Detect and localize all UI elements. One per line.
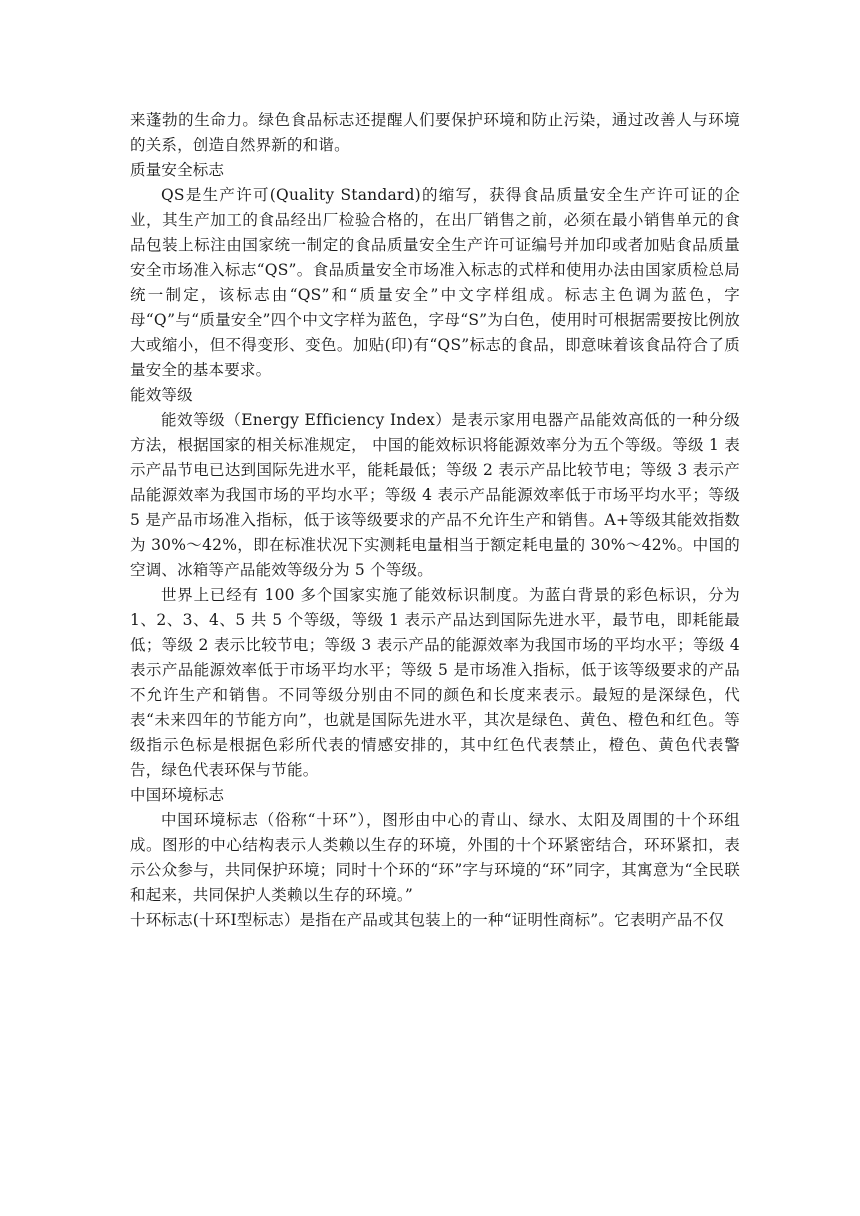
heading-china-environment-mark: 中国环境标志 [130, 786, 225, 804]
paragraph-energy-efficiency: 能效等级（Energy Efficiency Index）是表示家用电器产品能效高低的一种分级方法，根据国家的相关标准规定， 中国的能效标识将能源效率分为五个等级。等级 1 表示产品节电已达到国际先进水平，能耗最低；等级 2 表示产品比较节电；等级 3 表示产品能源效率为我国市场的平均水平；等级 4 表示产品能源效率低于市场平均水平；等级 5 是产品市场准入指标，低于该等级要求的产品不允许生产和销售。A+等级其能效指数为 30%～42%，即在标准状况下实测耗电量相当于额定耗电量的 30%～42%。中国的空调、冰箱等产品能效等级分为 5 个等级。 [130, 411, 740, 579]
heading-energy-efficiency: 能效等级 [130, 386, 193, 404]
heading-qs-mark: 质量安全标志 [130, 161, 225, 179]
paragraph-china-environment-mark: 中国环境标志（俗称“十环”），图形由中心的青山、绿水、太阳及周围的十个环组成。图形的中心结构表示人类赖以生存的环境，外围的十个环紧密结合，环环紧扣，表示公众参与，共同保护环境；同时十个环的“环”字与环境的“环”同字，其寓意为“全民联和起来，共同保护人类赖以生存的环境。” [130, 811, 740, 904]
paragraph-green-food-end: 来蓬勃的生命力。绿色食品标志还提醒人们要保护环境和防止污染，通过改善人与环境的关系，创造自然界新的和谐。 [130, 111, 740, 154]
paragraph-qs-mark: QS是生产许可(Quality Standard)的缩写，获得食品质量安全生产许可证的企业，其生产加工的食品经出厂检验合格的，在出厂销售之前，必须在最小销售单元的食品包装上标注由国家统一制定的食品质量安全生产许可证编号并加印或者加贴食品质量安全市场准入标志“QS”。食品质量安全市场准入标志的式样和使用办法由国家质检总局统一制定，该标志由“QS”和“质量安全”中文字样组成。标志主色调为蓝色，字母“Q”与“质量安全”四个中文字样为蓝色，字母“S”为白色，使用时可根据需要按比例放大或缩小，但不得变形、变色。加贴(印)有“QS”标志的食品，即意味着该食品符合了质量安全的基本要求。 [130, 186, 740, 379]
document-body [130, 108, 740, 933]
paragraph-energy-label-grades: 世界上已经有 100 多个国家实施了能效标识制度。为蓝白背景的彩色标识，分为 1、2、3、4、5 共 5 个等级，等级 1 表示产品达到国际先进水平，最节电，即耗能最低；等级 2 表示比较节电；等级 3 表示产品的能源效率为我国市场的平均水平；等级 4 表示产品能源效率低于市场平均水平；等级 5 是市场准入指标，低于该等级要求的产品不允许生产和销售。不同等级分别由不同的颜色和长度来表示。最短的是深绿色，代表“未来四年的节能方向”，也就是国际先进水平，其次是绿色、黄色、橙色和红色。等级指示色标是根据色彩所代表的情感安排的，其中红色代表禁止，橙色、黄色代表警告，绿色代表环保与节能。 [130, 586, 740, 779]
paragraph-ten-ring-mark: 十环标志(十环Ⅰ型标志）是指在产品或其包装上的一种“证明性商标”。它表明产品不仅 [130, 911, 725, 929]
